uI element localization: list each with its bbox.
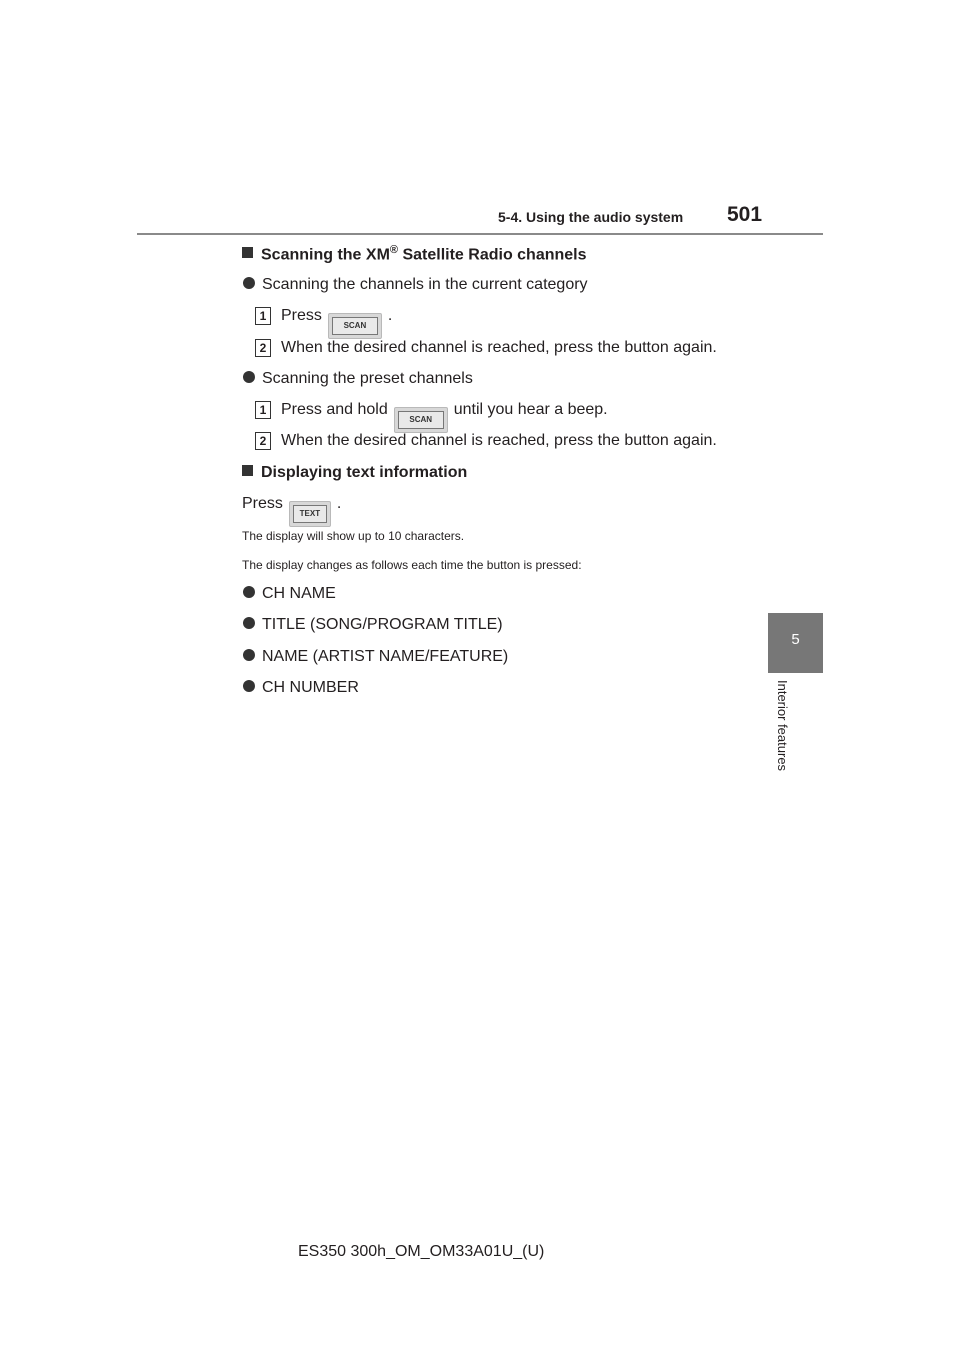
step-1-before: Press [281, 307, 322, 324]
bullet-icon [243, 649, 255, 661]
scan-button-label: SCAN [332, 317, 378, 335]
preset-step-1 [255, 401, 608, 433]
bullet-icon [243, 680, 255, 692]
current-category-label: Scanning the channels in the current category [262, 276, 588, 293]
square-bullet-icon [242, 247, 253, 258]
list-item [243, 616, 503, 634]
current-step-2 [255, 339, 717, 357]
list-item-label: CH NUMBER [262, 679, 359, 696]
preset-label: Scanning the preset channels [262, 370, 473, 387]
step-number-1: 1 [255, 307, 271, 325]
step-2-text: When the desired channel is reached, press the button again. [281, 339, 717, 356]
registered-mark: ® [389, 244, 399, 256]
step-1-after: . [387, 307, 393, 324]
display-text-heading-label: Displaying text information [261, 464, 468, 481]
list-item-label: TITLE (SONG/PROGRAM TITLE) [262, 616, 503, 633]
note-1: The display will show up to 10 characters. [242, 529, 465, 543]
step-number-2: 2 [255, 432, 271, 450]
preset-step-2-text: When the desired channel is reached, press the button again. [281, 432, 717, 449]
text-button-label: TEXT [293, 505, 327, 523]
press-after: . [336, 495, 342, 512]
scan-button [328, 313, 382, 339]
scan-button-label: SCAN [398, 411, 444, 429]
page-number: 501 [727, 203, 763, 226]
list-item-label: NAME (ARTIST NAME/FEATURE) [262, 648, 509, 665]
document-code: ES350 300h_OM_OM33A01U_(U) [298, 1243, 545, 1260]
header-divider [137, 233, 823, 235]
scanning-heading-suffix: Satellite Radio channels [398, 246, 587, 264]
preset-step-1-after: until you hear a beep. [453, 401, 608, 418]
section-title: 5-4. Using the audio system [498, 209, 684, 225]
bullet-icon [243, 277, 255, 289]
note-2: The display changes as follows each time the button is pressed: [242, 558, 582, 572]
current-step-1 [255, 307, 392, 339]
display-text-press [242, 495, 341, 527]
preset-step-1-before: Press and hold [281, 401, 388, 418]
chapter-tab: 5 [768, 613, 823, 673]
preset-bullet [243, 370, 473, 388]
list-item [243, 679, 359, 697]
text-button [289, 501, 331, 527]
step-number-1: 1 [255, 401, 271, 419]
chapter-title: Interior features [775, 680, 790, 772]
scanning-heading [242, 244, 587, 264]
square-bullet-icon [242, 465, 253, 476]
press-before: Press [242, 495, 283, 512]
list-item-label: CH NAME [262, 585, 336, 602]
scanning-heading-prefix: Scanning the XM [261, 246, 390, 264]
list-item [243, 585, 336, 603]
preset-step-2 [255, 432, 717, 450]
bullet-icon [243, 617, 255, 629]
display-text-heading [242, 464, 467, 482]
bullet-icon [243, 371, 255, 383]
step-number-2: 2 [255, 339, 271, 357]
current-category-bullet [243, 276, 588, 294]
list-item [243, 648, 508, 666]
scan-button [394, 407, 448, 433]
bullet-icon [243, 586, 255, 598]
